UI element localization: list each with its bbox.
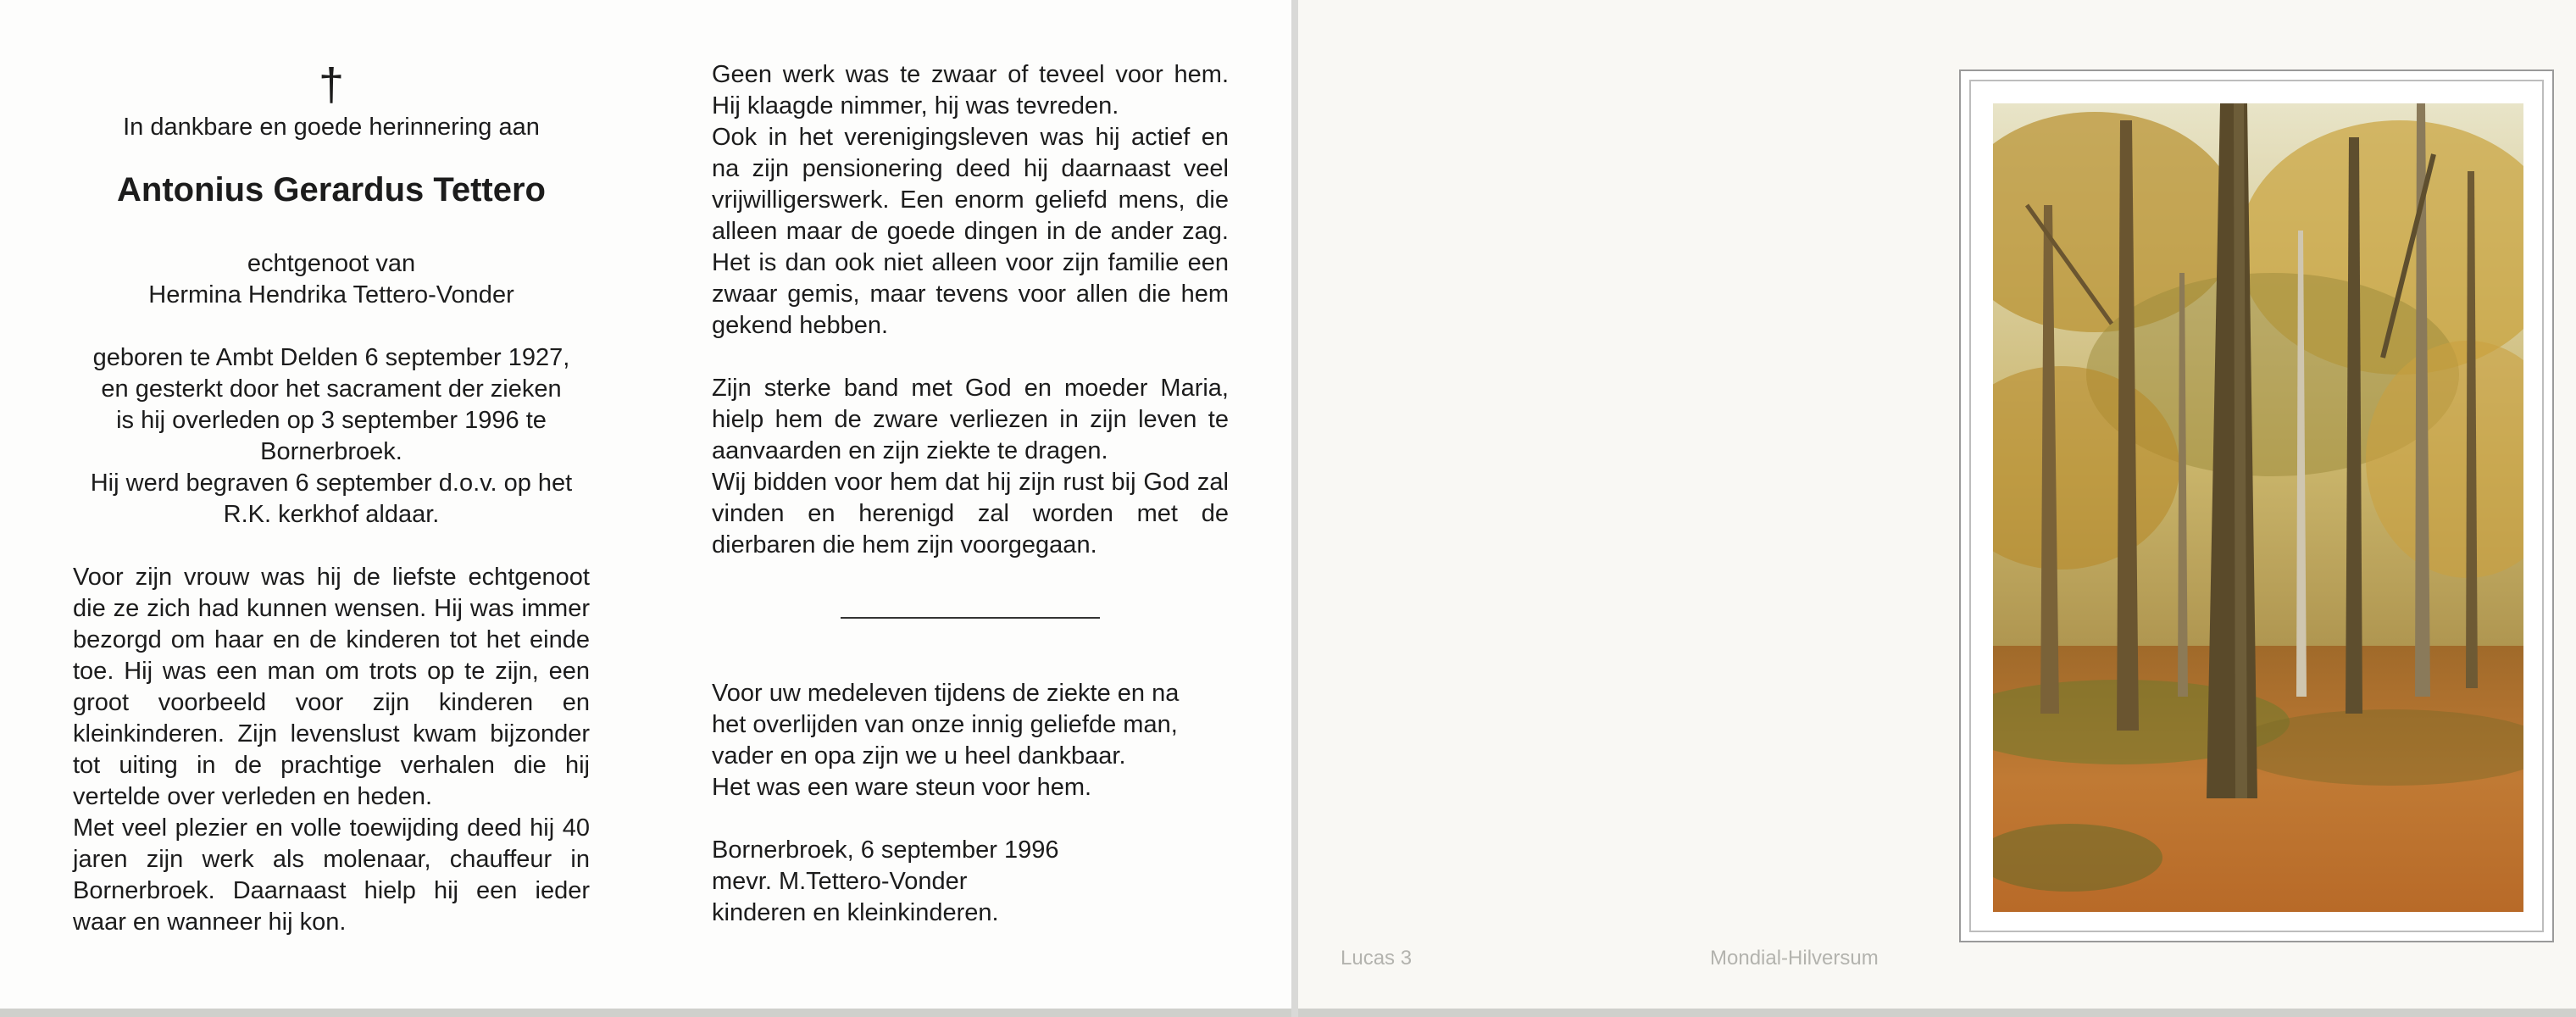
forest-illustration — [1993, 103, 2523, 912]
life-dates-line: en gesterkt door het sacrament der zieken — [101, 375, 562, 403]
life-dates-line: geboren te Ambt Delden 6 september 1927, — [92, 344, 570, 371]
spacer — [73, 531, 590, 562]
relation-line: echtgenoot van — [247, 250, 416, 277]
closing-family: kinderen en kleinkinderen. — [712, 899, 999, 926]
spacer — [73, 311, 590, 342]
thanks-line: het overlijden van onze innig geliefde man, — [712, 711, 1178, 738]
closing-block — [712, 835, 1229, 929]
deceased-name: Antonius Gerardus Tettero — [117, 171, 546, 208]
faith-paragraph: Wij bidden voor hem dat hij zijn rust bij God zal vinden en herenigd zal worden met de dierbaren die hem zijn voorgegaan. — [712, 469, 1229, 559]
tribute-paragraph: Ook in het verenigingsleven was hij actief en na zijn pensionering deed hij daarnaast veel vrijwilligerswerk. Een enorm geliefd mens, die alleen maar de goede dingen in de ander zag. Het is dan ook niet alleen voor zijn familie een zwaar gemis, maar tevens voor allen die hem gekend hebben. — [712, 124, 1229, 339]
spacer — [712, 803, 1229, 835]
separator-line — [841, 617, 1100, 619]
life-dates-line: Bornerbroek. — [260, 438, 402, 465]
page-edge — [0, 1009, 1291, 1017]
tribute-paragraph: Met veel plezier en volle toewijding deed hij 40 jaren zijn werk als molenaar, chauffeur in Bornerbroek. Daarnaast hielp hij een ieder waar en wanneer hij kon. — [73, 814, 590, 936]
tribute-paragraph: Voor zijn vrouw was hij de liefste echtgenoot die ze zich had kunnen wensen. Hij was immer bezorgd om haar en de kinderen tot het einde toe. Hij was een man om trots op te zijn, een groot voorbeeld voor zijn kinderen en kleinkinderen. Zijn levenslust kwam bijzonder tot uiting in de prachtige verhalen die hij vertelde over verleden en heden. — [73, 564, 590, 810]
left-column — [73, 59, 590, 938]
cross-icon: † — [318, 59, 345, 110]
thanks-block — [712, 678, 1229, 803]
life-dates-line: is hij overleden op 3 september 1996 te — [116, 407, 547, 434]
closing-place-date: Bornerbroek, 6 september 1996 — [712, 836, 1059, 864]
photo-frame — [1959, 69, 2554, 942]
thanks-line: vader en opa zijn we u heel dankbaar. — [712, 742, 1126, 770]
thanks-line: Voor uw medeleven tijdens de ziekte en na — [712, 680, 1180, 707]
faith-paragraph: Zijn sterke band met God en moeder Maria, hielp hem de zware verliezen in zijn leven te aanvaarden en zijn ziekte te dragen. — [712, 375, 1229, 464]
spouse-name: Hermina Hendrika Tettero-Vonder — [148, 281, 514, 308]
tribute-paragraph: Geen werk was te zwaar of teveel voor hem. Hij klaagde nimmer, hij was tevreden. — [712, 61, 1229, 119]
life-dates — [73, 342, 590, 531]
spacer — [712, 342, 1229, 373]
intro-line: In dankbare en goede herinnering aan — [123, 114, 540, 141]
life-dates-line: Hij werd begraven 6 september d.o.v. op het — [90, 470, 573, 497]
page-edge — [1298, 1009, 2576, 1017]
right-column — [712, 59, 1229, 929]
autumn-forest-photo — [1993, 103, 2523, 912]
closing-sender: mevr. M.Tettero-Vonder — [712, 868, 968, 895]
imprint-code: Lucas 3 — [1341, 947, 1413, 970]
life-dates-line: R.K. kerkhof aldaar. — [223, 501, 440, 528]
printer-imprint: Mondial-Hilversum — [1710, 947, 1879, 970]
thanks-line: Het was een ware steun voor hem. — [712, 774, 1092, 801]
